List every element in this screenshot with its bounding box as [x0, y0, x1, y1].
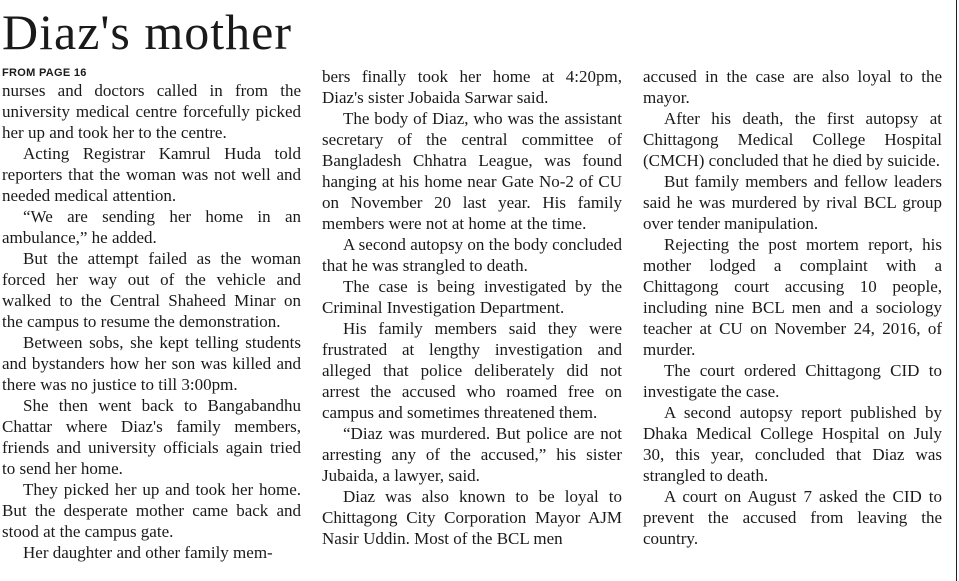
paragraph: She then went back to Bangabandhu Chattar where Diaz's family members, friends and university officials again tried to send her home. — [2, 396, 301, 478]
paragraph: nurses and doctors called in from the university medical centre forcefully picked her up and took her to the centre. — [2, 81, 301, 142]
paragraph: Rejecting the post mortem report, his mother lodged a complaint with a Chittagong court accusing 10 people, including nine BCL men and a sociology teacher at CU on November 24, 2016, of murder. — [643, 235, 942, 359]
column-2 — [322, 66, 622, 549]
paragraph: A second autopsy on the body concluded that he was strangled to death. — [322, 235, 622, 275]
paragraph: They picked her up and took her home. But the desperate mother came back and stood at the campus gate. — [2, 480, 301, 541]
paragraph: But the attempt failed as the woman forced her way out of the vehicle and walked to the Central Shaheed Minar on the campus to resume the demonstration. — [2, 249, 301, 331]
right-edge-rule — [956, 0, 957, 581]
paragraph: accused in the case are also loyal to the mayor. — [643, 67, 942, 107]
paragraph: The court ordered Chittagong CID to investigate the case. — [643, 361, 942, 401]
paragraph: The body of Diaz, who was the assistant secretary of the central committee of Bangladesh Chhatra League, was found hanging at his home near Gate No-2 of CU on November 20 last year. His family members were not at home at the time. — [322, 109, 622, 233]
paragraph: Acting Registrar Kamrul Huda told reporters that the woman was not well and needed medical attention. — [2, 144, 301, 205]
paragraph: But family members and fellow leaders said he was murdered by rival BCL group over tender manipulation. — [643, 172, 942, 233]
paragraph: A court on August 7 asked the CID to prevent the accused from leaving the country. — [643, 487, 942, 548]
column-3 — [643, 66, 942, 549]
paragraph: “Diaz was murdered. But police are not arresting any of the accused,” his sister Jubaida, a lawyer, said. — [322, 424, 622, 485]
paragraph: “We are sending her home in an ambulance,” he added. — [2, 207, 301, 247]
column-1 — [2, 66, 301, 563]
paragraph: The case is being investigated by the Criminal Investigation Department. — [322, 277, 622, 317]
paragraph: bers finally took her home at 4:20pm, Diaz's sister Jobaida Sarwar said. — [322, 67, 622, 107]
jump-line: FROM PAGE 16 — [2, 67, 87, 79]
paragraph: A second autopsy report published by Dhaka Medical College Hospital on July 30, this year, concluded that Diaz was strangled to death. — [643, 403, 942, 485]
paragraph: Diaz was also known to be loyal to Chittagong City Corporation Mayor AJM Nasir Uddin. Most of the BCL men — [322, 487, 622, 548]
paragraph: After his death, the first autopsy at Chittagong Medical College Hospital (CMCH) concluded that he died by suicide. — [643, 109, 942, 170]
paragraph: Her daughter and other family mem- — [23, 543, 273, 562]
headline: Diaz's mother — [2, 4, 292, 60]
paragraph: Between sobs, she kept telling students and bystanders how her son was killed and there was no justice to till 3:00pm. — [2, 333, 301, 394]
paragraph: His family members said they were frustrated at lengthy investigation and alleged that police deliberately did not arrest the accused who roamed free on campus and sometimes threatened them. — [322, 319, 622, 422]
